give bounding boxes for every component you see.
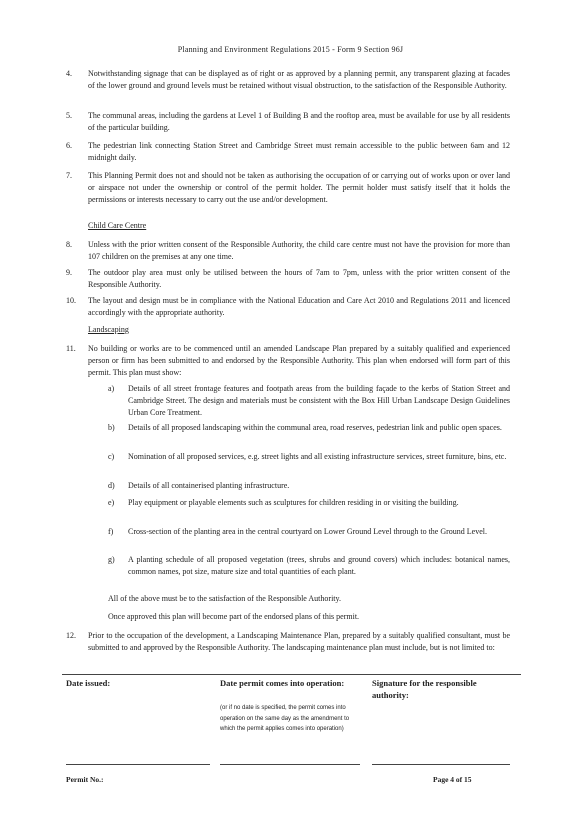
date-issued-label: Date issued: <box>66 678 111 688</box>
subitem-b <box>108 422 510 434</box>
subitem-text: Play equipment or playable elements such as sculptures for children residing in or visiting the building. <box>128 498 459 507</box>
operation-date-label: Date permit comes into operation: <box>220 678 345 688</box>
subitem-text: Details of all street frontage features and footpath areas from the building façade to the kerbs of Station Street and Cambridge Street. The design and materials must be consistent with the Box Hill Urban Landscape Design Guidelines Urban Core Treatment. <box>128 384 510 417</box>
condition-text: The communal areas, including the gardens at Level 1 of Building B and the rooftop area, must be available for use by all residents of the particular building. <box>88 111 510 132</box>
operation-date-line <box>220 764 360 765</box>
condition-12 <box>66 630 510 654</box>
condition-text: Prior to the occupation of the development, a Landscaping Maintenance Plan, prepared by a suitably qualified consultant, must be submitted to and approved by the Responsible Authority. The landscaping maintenance plan must include, but is not limited to: <box>88 631 510 652</box>
subitem-letter: g) <box>108 555 115 564</box>
signature-label: Signature for the responsible authority: <box>372 678 477 700</box>
condition-text: The outdoor play area must only be utilised between the hours of 7am to 7pm, unless with the prior written consent of the Responsible Authority. <box>88 268 510 289</box>
condition-7 <box>66 170 510 206</box>
condition-text: The layout and design must be in compliance with the National Education and Care Act 2010 and Regulations 2011 and licenced accordingly with the appropriate authority. <box>88 296 510 317</box>
condition-number: 6. <box>66 141 72 150</box>
condition-11 <box>66 343 510 379</box>
condition-number: 11. <box>66 344 76 353</box>
subitem-text: Nomination of all proposed services, e.g. street lights and all existing infrastructure services, street furniture, bins, etc. <box>128 452 507 461</box>
permit-number-label: Permit No.: <box>66 775 104 784</box>
condition-6 <box>66 140 510 164</box>
condition-9 <box>66 267 510 291</box>
page-header: Planning and Environment Regulations 2015 - Form 9 Section 96J <box>177 45 404 54</box>
condition-5 <box>66 110 510 134</box>
subitem-letter: e) <box>108 498 115 507</box>
endorsement-note: Once approved this plan will become part of the endorsed plans of this permit. <box>108 612 360 621</box>
signature-top-rule <box>62 674 521 675</box>
condition-number: 7. <box>66 171 72 180</box>
condition-number: 8. <box>66 240 72 249</box>
condition-4 <box>66 68 510 92</box>
condition-text: Unless with the prior written consent of the Responsible Authority, the child care centre must not have the provision for more than 107 children on the premises at any one time. <box>88 240 510 261</box>
condition-number: 12. <box>66 631 76 640</box>
section-heading-child-care: Child Care Centre <box>88 221 147 230</box>
condition-number: 5. <box>66 111 72 120</box>
subitem-text: Details of all proposed landscaping within the communal area, road reserves, pedestrian link and public open spaces. <box>128 423 502 432</box>
condition-8 <box>66 239 510 263</box>
subitem-letter: a) <box>108 384 115 393</box>
subitem-letter: c) <box>108 452 115 461</box>
subitem-letter: f) <box>108 527 114 536</box>
condition-10 <box>66 295 510 319</box>
subitem-c <box>108 451 510 463</box>
satisfaction-note: All of the above must be to the satisfaction of the Responsible Authority. <box>108 594 341 603</box>
subitem-g <box>108 554 510 578</box>
date-issued-line <box>66 764 210 765</box>
subitem-text: A planting schedule of all proposed vegetation (trees, shrubs and ground covers) which includes: botanical names, common names, pot size, mature size and total quantities of each plant. <box>128 555 510 576</box>
subitem-a <box>108 383 510 419</box>
subitem-d <box>108 480 510 492</box>
subitem-letter: d) <box>108 481 115 490</box>
subitem-text: Details of all containerised planting infrastructure. <box>128 481 290 490</box>
subitem-e <box>108 497 510 509</box>
condition-text: No building or works are to be commenced until an amended Landscape Plan prepared by a suitably qualified and experienced person or firm has been submitted to and endorsed by the Responsible Authority. This plan when endorsed will form part of this permit. This plan must show: <box>88 344 510 377</box>
section-heading-landscaping: Landscaping <box>88 325 129 334</box>
condition-number: 4. <box>66 69 72 78</box>
condition-text: The pedestrian link connecting Station Street and Cambridge Street must remain accessible to the public between 6am and 12 midnight daily. <box>88 141 510 162</box>
condition-text: This Planning Permit does not and should not be taken as authorising the occupation of or carrying out of works upon or over land or airspace not under the ownership or control of the permit holder. The permit holder must satisfy itself that it holds the permissions or interests necessary to carry out the use and/or development. <box>88 171 510 204</box>
signature-line <box>372 764 510 765</box>
condition-text: Notwithstanding signage that can be displayed as of right or as approved by a planning permit, any transparent glazing at facades of the lower ground and ground levels must be retained without visual obstruction, to the satisfaction of the Responsible Authority. <box>88 69 510 90</box>
condition-number: 10. <box>66 296 76 305</box>
page-number: Page 4 of 15 <box>433 775 472 784</box>
subitem-f <box>108 526 510 538</box>
subitem-letter: b) <box>108 423 115 432</box>
subitem-text: Cross-section of the planting area in the central courtyard on Lower Ground Level through to the Ground Level. <box>128 527 487 536</box>
operation-date-note: (or if no date is specified, the permit comes into operation on the same day as the amendment to which the permit applies comes into operation) <box>220 705 350 732</box>
condition-number: 9. <box>66 268 72 277</box>
